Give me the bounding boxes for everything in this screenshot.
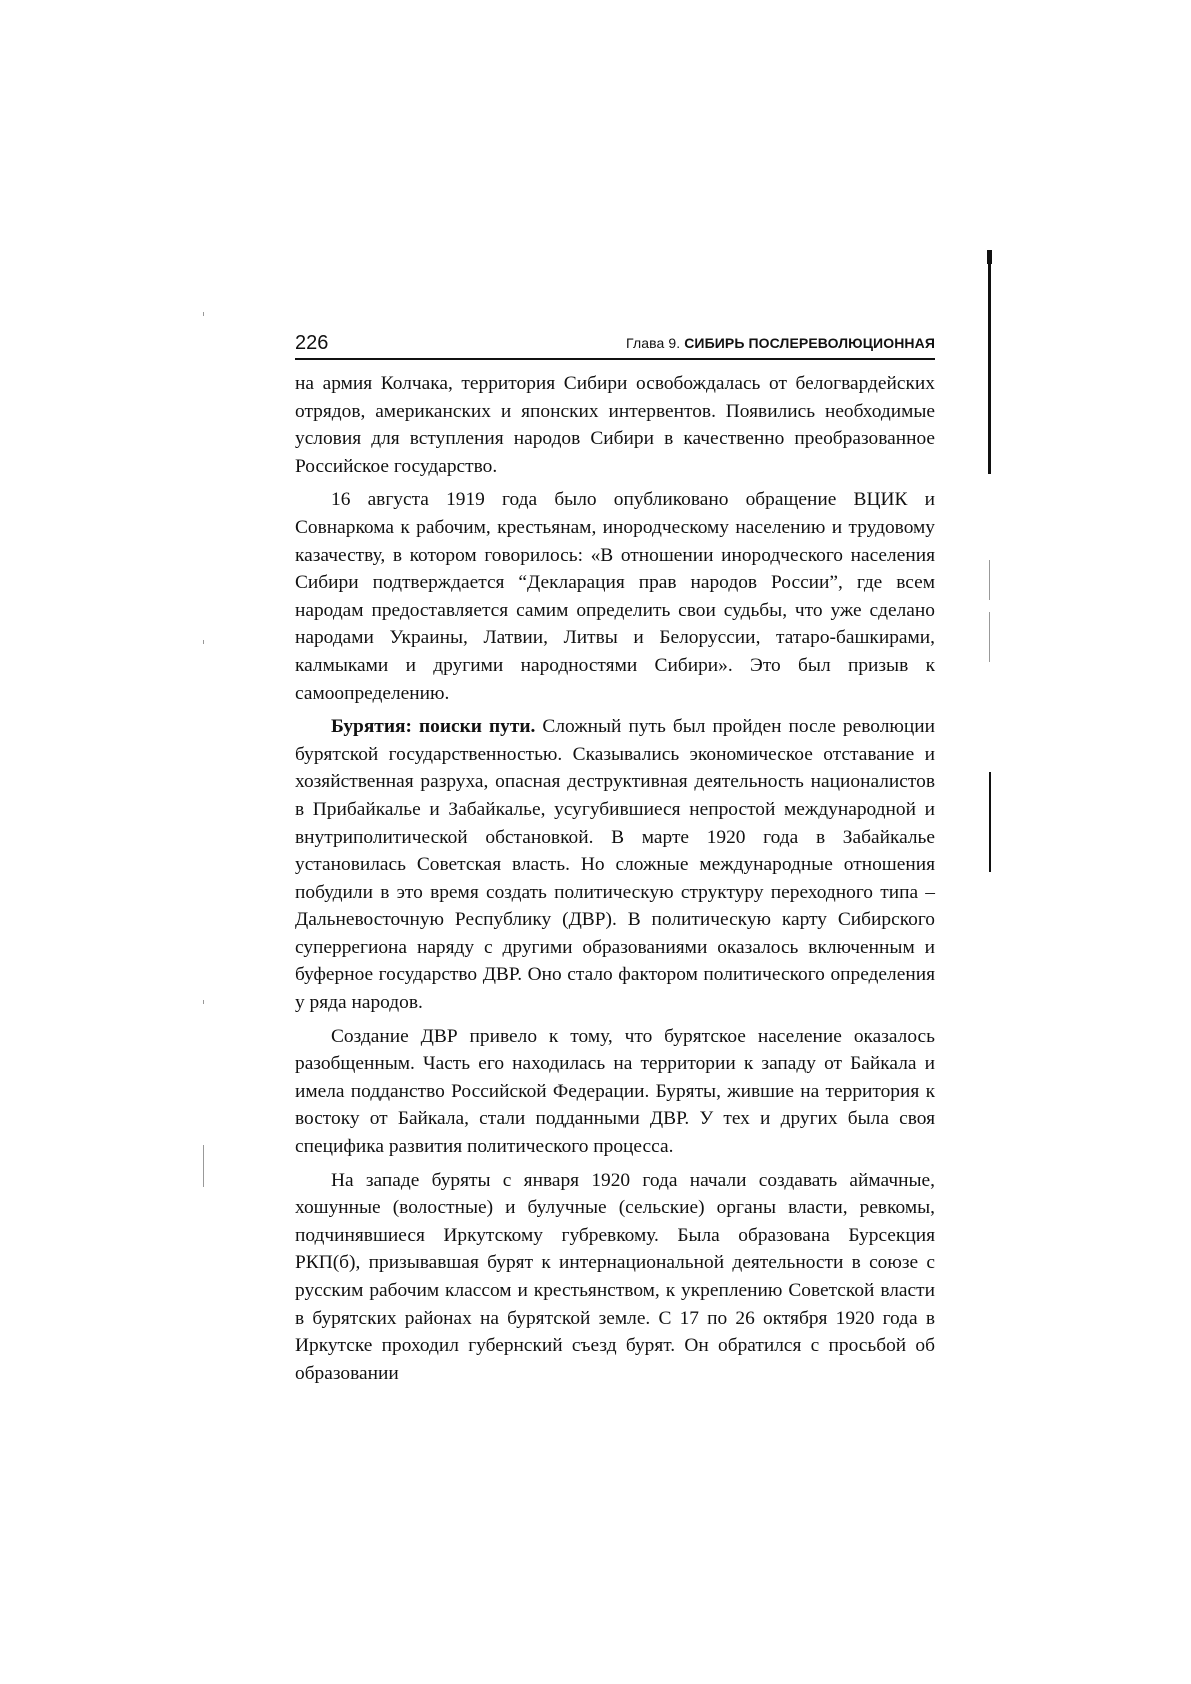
paragraph-text: Сложный путь был пройден после революции бурятской государственностью. Сказывались экономическое отставание и хозяйственная разруха, опасная деструктивная деятельность националистов в Прибайкалье и Забайкалье, усугубившиеся непростой международной и внутриполитической обстановкой. В марте 1920 года в Забайкалье установилась Советская власть. Но сложные международные отношения побудили в это время создать политическую структуру переходного типа – Дальневосточную Республику (ДВР). В политическую карту Сибирского суперрегиона наряду с другими образованиями оказалось включенным и буферное государство ДВР. Оно стало фактором политического определения у ряда народов. [295,716,935,1014]
paragraph: Создание ДВР привело к тому, что бурятское население оказалось разобщенным. Часть его находилась на территории к западу от Байкала и имела подданство Российской Федерации. Буряты, жившие на территория к востоку от Байкала, стали подданными ДВР. У тех и других была своя специфика развития политического процесса. [295,1025,935,1158]
scan-edge-mark [989,772,991,872]
scan-speck [203,1000,204,1004]
running-head [295,328,935,360]
scan-speck [203,640,204,644]
scan-speck [203,1145,204,1187]
chapter-prefix: Глава 9. [626,335,685,351]
section-run-in-heading: Бурятия: поиски пути. [331,716,536,738]
paragraph: на армия Колчака, территория Сибири освобождалась от белогвардейских отрядов, американских и японских интервентов. Появились необходимые условия для вступления народов Сибири в качественно преобразованное Российское государство. [295,373,935,477]
paragraph [295,713,935,1017]
page-number: 226 [295,332,329,354]
book-page [295,328,935,1393]
scan-edge-mark [988,252,991,474]
scan-edge-mark [987,250,992,264]
chapter-name: СИБИРЬ ПОСЛЕРЕВОЛЮЦИОННАЯ [684,335,935,351]
paragraph: На западе буряты с января 1920 года начали создавать аймачные, хошунные (волостные) и булучные (сельские) органы власти, ревкомы, подчинявшиеся Иркутскому губревкому. Была образована Бурсекция РКП(б), призывавшая бурят к интернациональной деятельности в союзе с русским рабочим классом и крестьянством, к укреплению Советской власти в бурятских районах на бурятской земле. С 17 по 26 октября 1920 года в Иркутске проходил губернский съезд бурят. Он обратился с просьбой об образовании [295,1169,935,1384]
paragraph: 16 августа 1919 года было опубликовано обращение ВЦИК и Совнаркома к рабочим, крестьянам, инородческому населению и трудовому казачеству, в котором говорилось: «В отношении инородческого населения Сибири подтверждается “Декларация прав народов России”, где всем народам предоставляется самим определить свои судьбы, что уже сделано народами Украины, Латвии, Литвы и Белоруссии, татаро-башкирами, калмыками и другими народностями Сибири». Это был призыв к самоопределению. [295,489,935,704]
scan-speck [989,612,990,662]
chapter-title [626,335,935,351]
scan-speck [989,560,990,600]
body-text [295,370,935,1387]
scan-speck [203,312,204,316]
